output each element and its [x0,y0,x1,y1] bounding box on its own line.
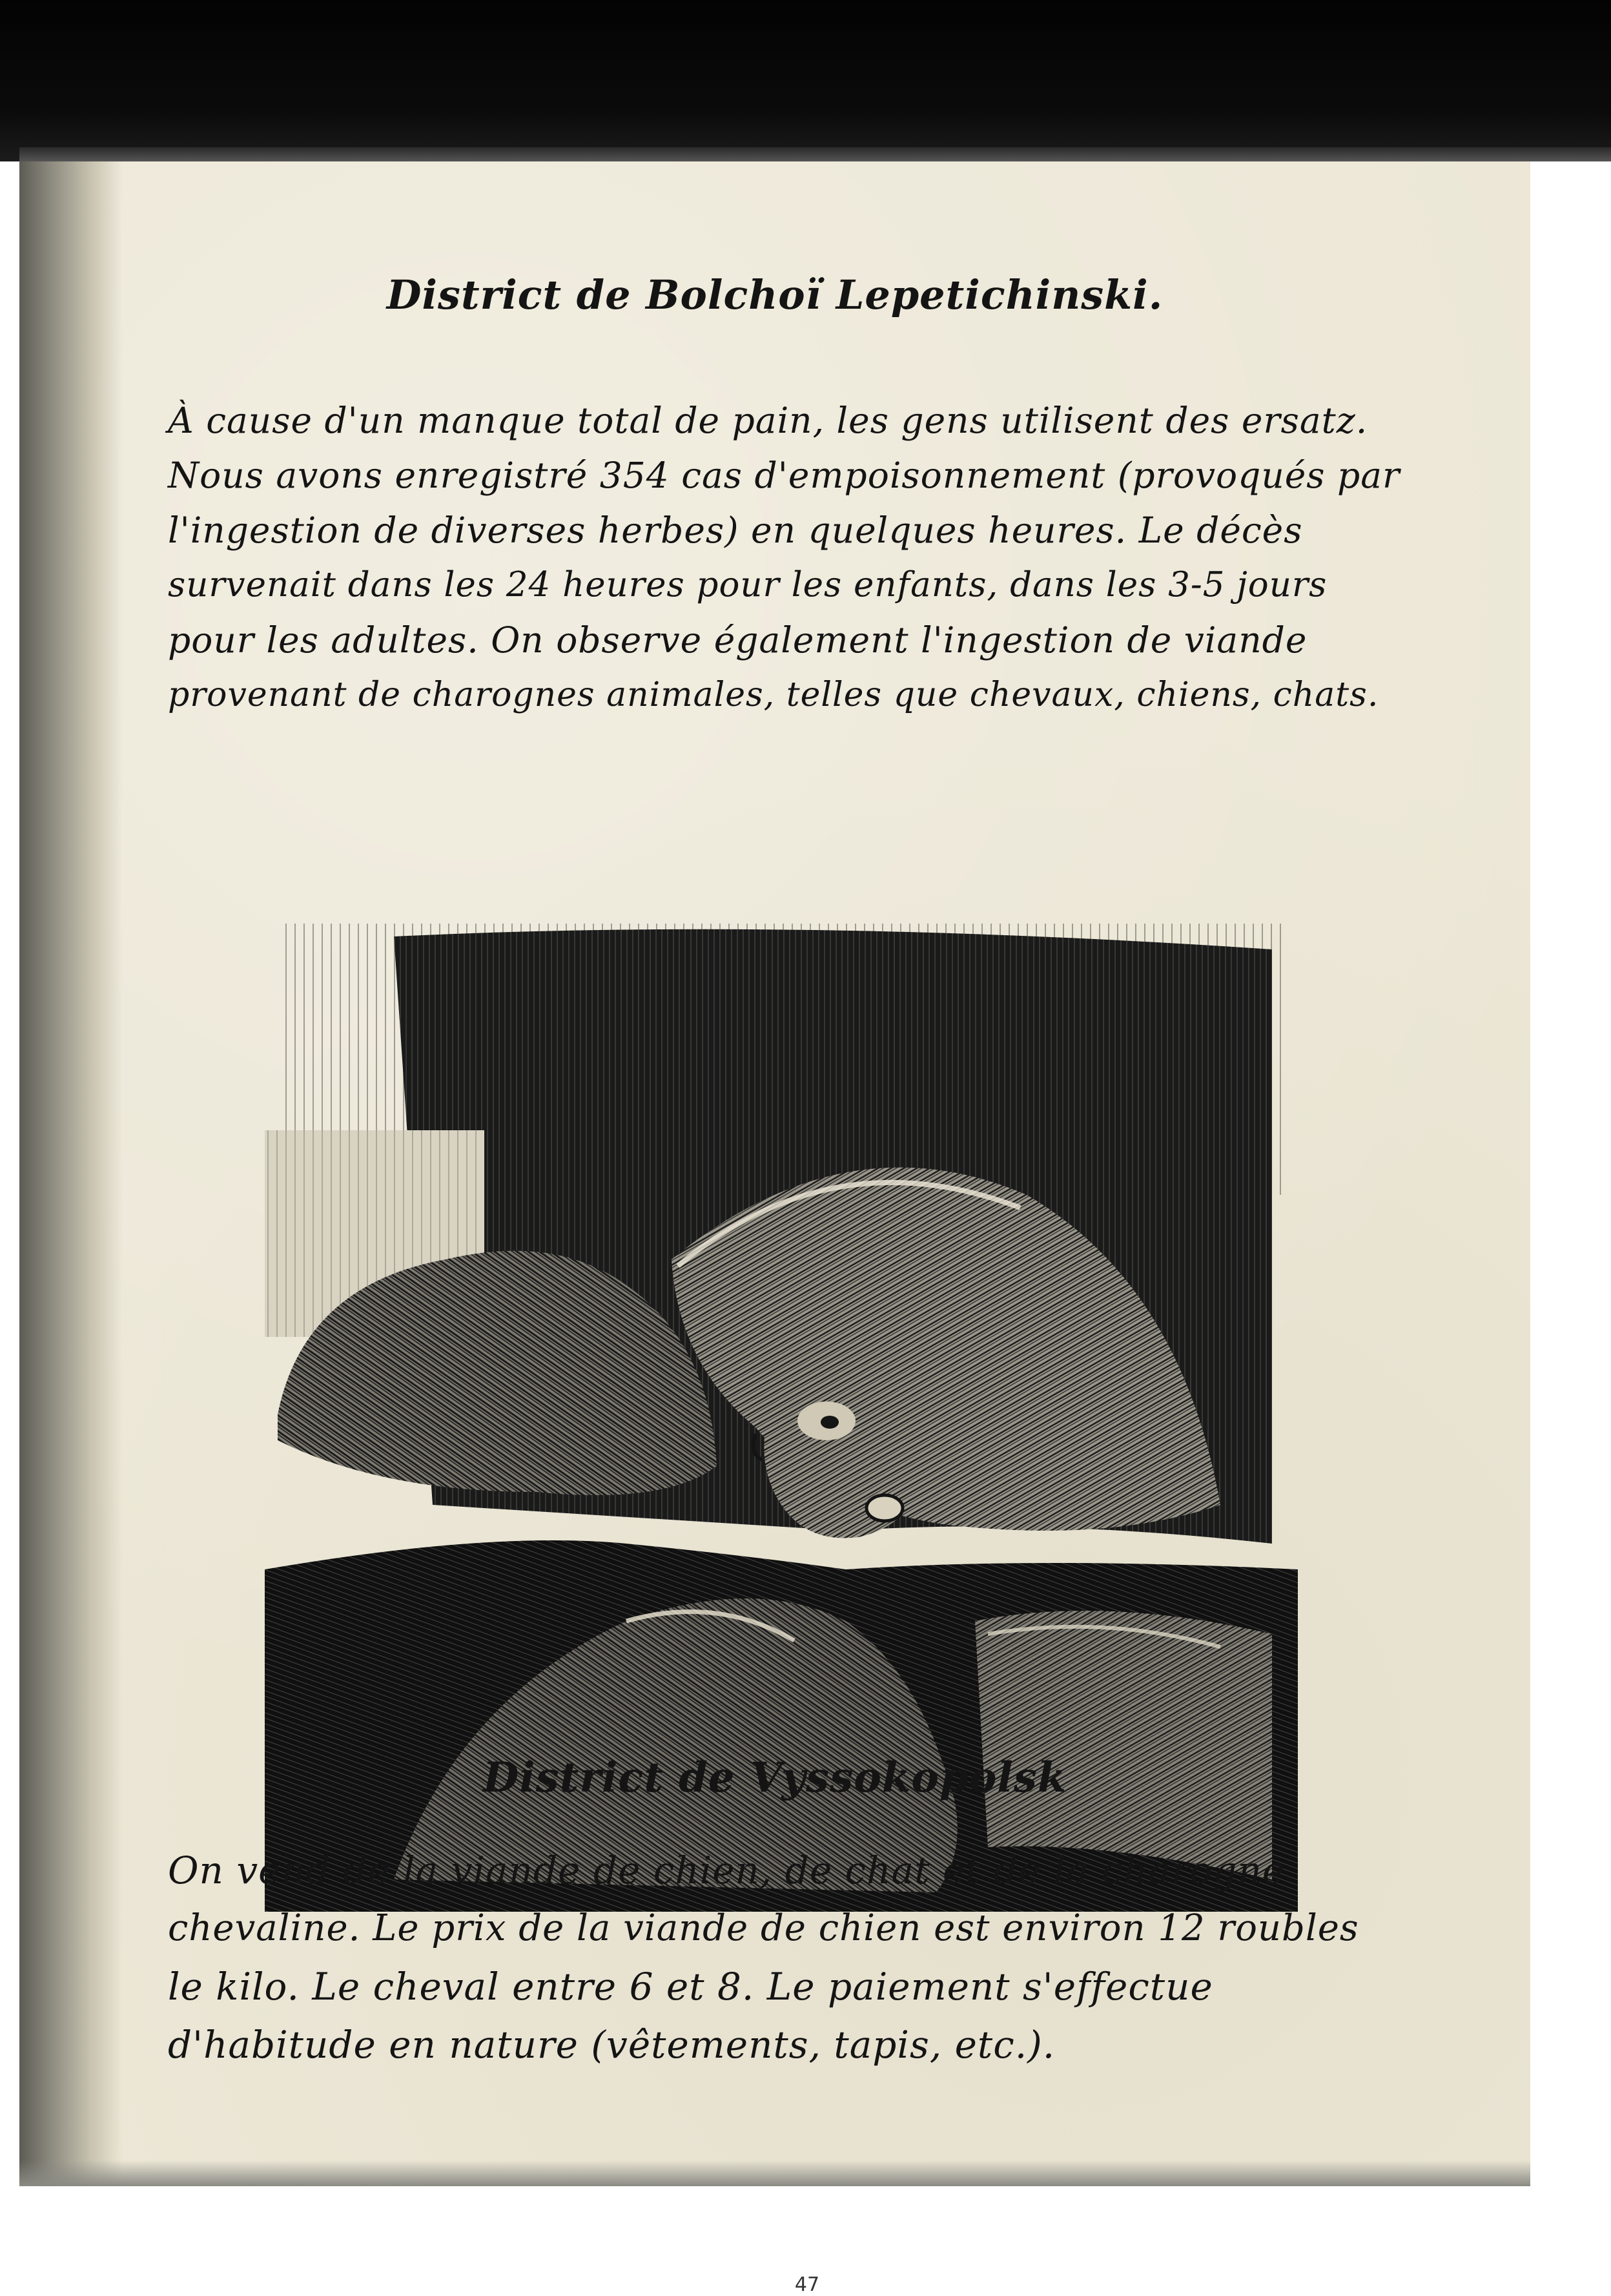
section2-line-2: chevaline. Le prix de la viande de chien est environ 12 roubles [168,1907,1359,1949]
section1-line-2: Nous avons enregistré 354 cas d'empoisonnement (provoqués par [168,455,1401,496]
section1-line-1: À cause d'un manque total de pain, les gens utilisent des ersatz. [168,400,1368,441]
section1-line-5: pour les adultes. On observe également l'ingestion de viande [168,619,1308,661]
page-sheet [19,161,1530,2296]
page-number: 47 [794,2273,820,2296]
section2-title: District de Vyssokopolsk [482,1753,1067,1802]
section1-line-3: l'ingestion de diverses herbes) en quelques heures. Le décès [168,510,1303,551]
section2-line-1: On vend de la viande de chien, de chat et de la charogne [168,1848,1286,1892]
section2-line-3: le kilo. Le cheval entre 6 et 8. Le paiement s'effectue [168,1965,1213,2009]
page-bottom-shadow [19,2160,1530,2186]
book-gutter-shadow [19,161,123,2186]
section2-line-4: d'habitude en nature (vêtements, tapis, etc.). [168,2023,1056,2067]
section1-line-6: provenant de charognes animales, telles que chevaux, chiens, chats. [168,676,1379,714]
section1-line-4: survenait dans les 24 heures pour les enfants, dans les 3-5 jours [168,565,1328,605]
scan-shadow-top [0,0,1611,161]
section1-title: District de Bolchoï Lepetichinski. [386,271,1164,318]
